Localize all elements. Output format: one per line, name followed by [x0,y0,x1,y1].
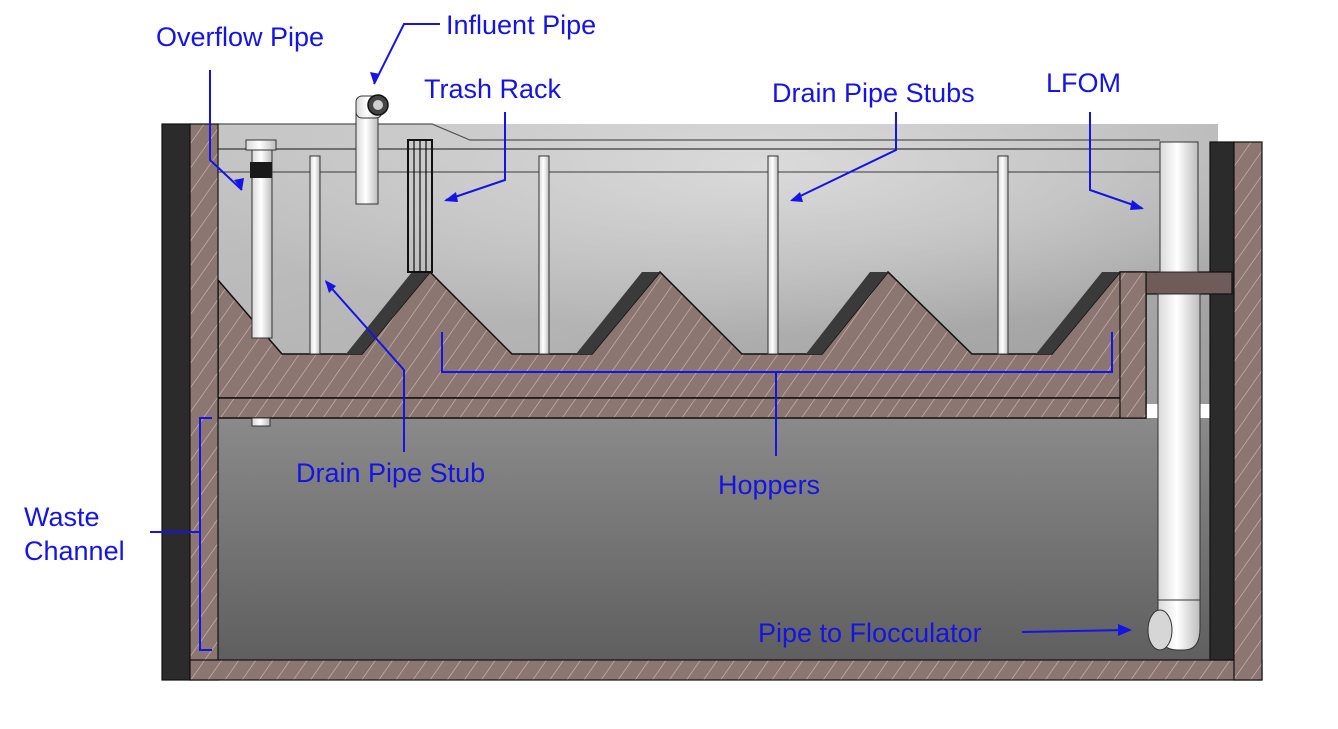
flocculator-pipe-mouth [1148,610,1172,650]
drain-stub-2 [539,156,549,354]
overflow-pipe-band [250,162,272,178]
lfom-pipe-lower [1158,294,1200,624]
lfom-pipe [1160,142,1198,272]
left-outer-wall [162,124,190,680]
influent-pipe-label: Influent Pipe [446,10,597,40]
waste-channel-label-line2: Channel [24,536,125,566]
right-outer-wall [1234,142,1262,680]
pipe-to-flocculator-label: Pipe to Flocculator [758,618,982,648]
lower-water [218,418,1218,660]
overflow-pipe-cap [246,140,276,150]
hopper-floor-slab [218,398,1146,418]
left-inner-wall [190,124,218,680]
overflow-pipe-outlet [252,418,270,426]
hoppers-label: Hoppers [718,470,821,500]
influent-arrow [370,72,380,84]
overflow-pipe-label: Overflow Pipe [156,22,325,52]
lfom-label: LFOM [1046,68,1122,98]
drain-stub-4 [998,156,1008,354]
influent-pipe-opening-inner [373,100,383,110]
lfom-support-slab [1146,272,1232,294]
hopper-right-wall [1120,272,1146,418]
trash-rack-label: Trash Rack [424,74,562,104]
drain-stub-1 [310,156,320,354]
waste-channel-label-line1: Waste [24,502,100,532]
drain-stub-3 [768,156,778,354]
drain-pipe-stubs-label: Drain Pipe Stubs [772,78,975,108]
bottom-slab [190,660,1262,680]
right-dark-wall [1210,142,1234,660]
drain-pipe-stub-label: Drain Pipe Stub [296,458,486,488]
influent-pipe [356,112,378,204]
